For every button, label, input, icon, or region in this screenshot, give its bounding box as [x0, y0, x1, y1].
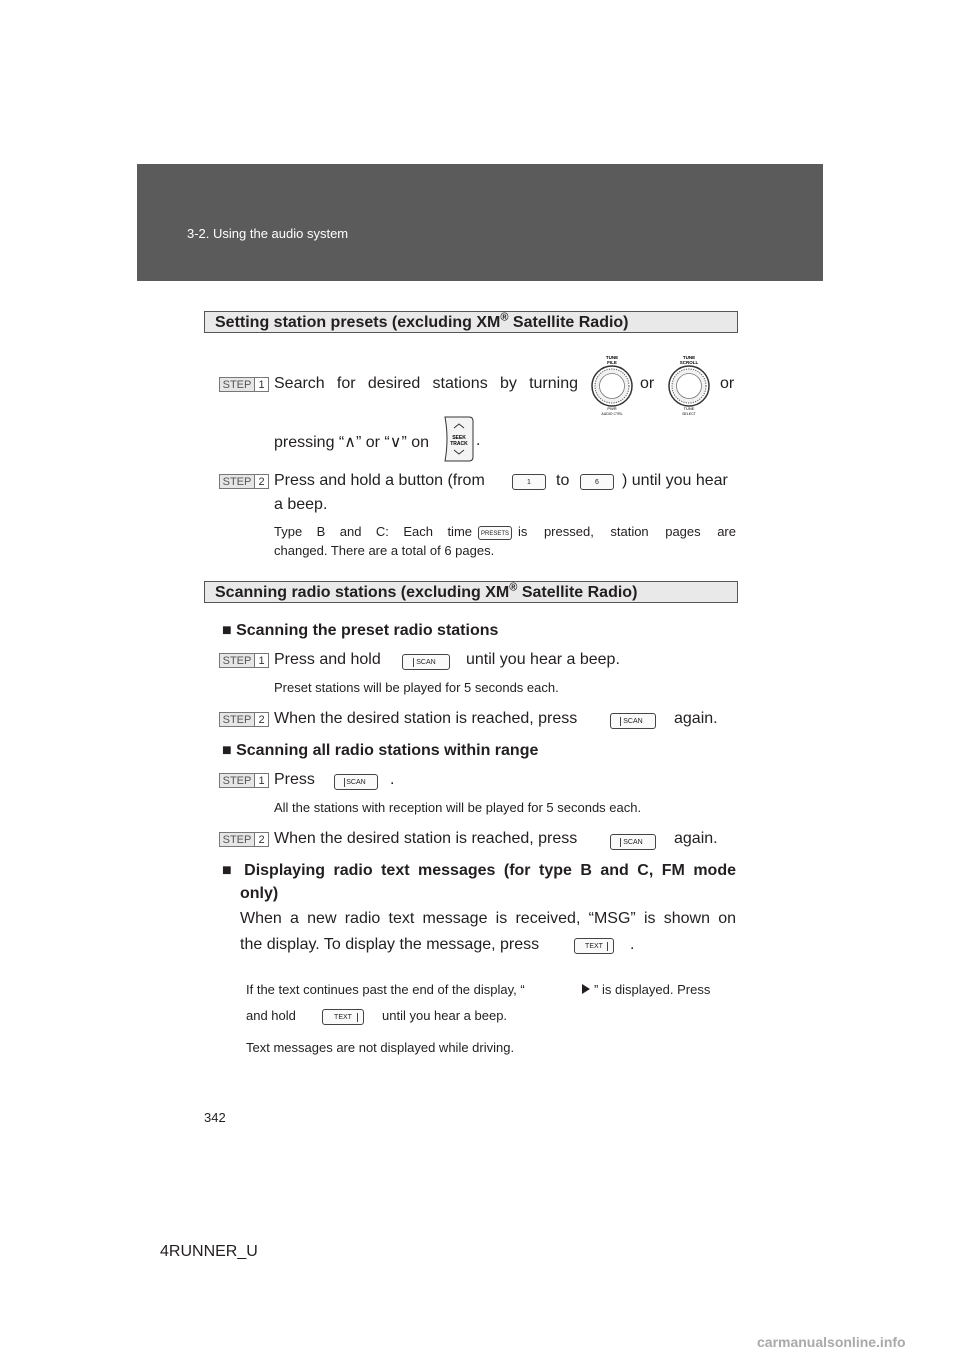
note-text: Preset stations will be played for 5 seconds each. — [274, 680, 559, 695]
step-badge: STEP 1 — [219, 653, 269, 668]
text-button: TEXT — [322, 1009, 364, 1025]
subheading: ■ Scanning all radio stations within range — [222, 742, 539, 759]
step-badge: STEP 2 — [219, 832, 269, 847]
header-band — [137, 164, 823, 281]
svg-text:TUNE: TUNE — [683, 406, 695, 411]
preset-1-button: 1 — [512, 474, 546, 490]
tune-file-knob-icon — [583, 351, 641, 417]
note-text: changed. There are a total of 6 pages. — [274, 543, 495, 558]
subheading: ■ Scanning the preset radio stations — [222, 622, 499, 639]
step-text: again. — [674, 830, 718, 847]
to-text: to — [556, 472, 570, 489]
paragraph-text: the display. To display the message, press — [240, 936, 540, 953]
or-text: or — [640, 375, 655, 392]
note-text: Type B and C: Each time — [274, 524, 472, 539]
presets-button: PRESETS — [478, 526, 512, 540]
svg-text:PWR: PWR — [607, 406, 617, 411]
scan-button: SCAN — [610, 834, 656, 850]
note-text: If the text continues past the end of the display, “ — [246, 982, 525, 997]
note-text: and hold — [246, 1008, 296, 1023]
or-text: or — [720, 375, 735, 392]
svg-text:TUNE: TUNE — [605, 355, 619, 360]
scan-button: SCAN — [334, 774, 378, 790]
heading-text-end: Satellite Radio) — [517, 584, 638, 601]
svg-text:SELECT: SELECT — [682, 412, 696, 416]
subheading: only) — [240, 885, 279, 902]
svg-text:FILE: FILE — [607, 360, 617, 365]
registered-mark: ® — [500, 311, 509, 324]
step-text: Press and hold — [274, 651, 381, 668]
svg-text:TRACK: TRACK — [450, 441, 468, 447]
svg-text:SCROLL: SCROLL — [679, 360, 699, 365]
svg-text:AUDIO CTRL: AUDIO CTRL — [601, 412, 623, 416]
section-heading-scanning — [204, 581, 738, 603]
scan-button: SCAN — [610, 713, 656, 729]
note-text: ” is displayed. Press — [594, 982, 711, 997]
svg-text:TUNE: TUNE — [682, 355, 696, 360]
svg-text:SEEK: SEEK — [452, 435, 466, 441]
scan-button: SCAN — [402, 654, 450, 670]
period: . — [630, 936, 635, 953]
footer-model: 4RUNNER_U — [160, 1243, 258, 1260]
paragraph-text: When a new radio text message is received, “MSG” is shown on — [240, 910, 736, 927]
step-text: Press — [274, 771, 315, 788]
step-text: ) until you hear — [622, 472, 728, 489]
step-text: a beep. — [274, 496, 328, 513]
step-text: again. — [674, 710, 718, 727]
note-text: Text messages are not displayed while driving. — [246, 1040, 515, 1055]
preset-6-button: 6 — [580, 474, 614, 490]
step-badge: STEP 1 — [219, 773, 269, 788]
step-text: pressing “∧” or “∨” on — [274, 434, 430, 451]
heading-text: Setting station presets (excluding XM — [215, 314, 501, 331]
step-text: When the desired station is reached, press — [274, 830, 578, 847]
page-number: 342 — [204, 1110, 226, 1125]
step-text: Press and hold a button (from — [274, 472, 485, 489]
breadcrumb: 3-2. Using the audio system — [187, 226, 349, 241]
period: . — [476, 432, 481, 449]
note-text: is pressed, station pages are — [518, 524, 736, 539]
arrow-right-icon — [581, 983, 591, 995]
section-heading-presets — [204, 311, 738, 333]
period: . — [390, 771, 395, 788]
step-badge: STEP 1 — [219, 377, 269, 392]
step-badge: STEP 2 — [219, 712, 269, 727]
heading-text: Scanning radio stations (excluding XM — [215, 584, 510, 601]
registered-mark: ® — [509, 581, 518, 594]
step-text: Search for desired stations by turning — [274, 375, 578, 392]
step-badge: STEP 2 — [219, 474, 269, 489]
step-text: until you hear a beep. — [466, 651, 620, 668]
heading-text-end: Satellite Radio) — [508, 314, 629, 331]
seek-track-button-icon — [439, 415, 475, 463]
step-text: When the desired station is reached, press — [274, 710, 578, 727]
note-text: All the stations with reception will be played for 5 seconds each. — [274, 800, 642, 815]
watermark: carmanualsonline.info — [757, 1334, 906, 1350]
subheading: ■ Displaying radio text messages (for type B and C, FM mode — [222, 862, 736, 879]
tune-scroll-knob-icon — [660, 351, 718, 417]
text-button: TEXT — [574, 938, 614, 954]
note-text: until you hear a beep. — [382, 1008, 508, 1023]
